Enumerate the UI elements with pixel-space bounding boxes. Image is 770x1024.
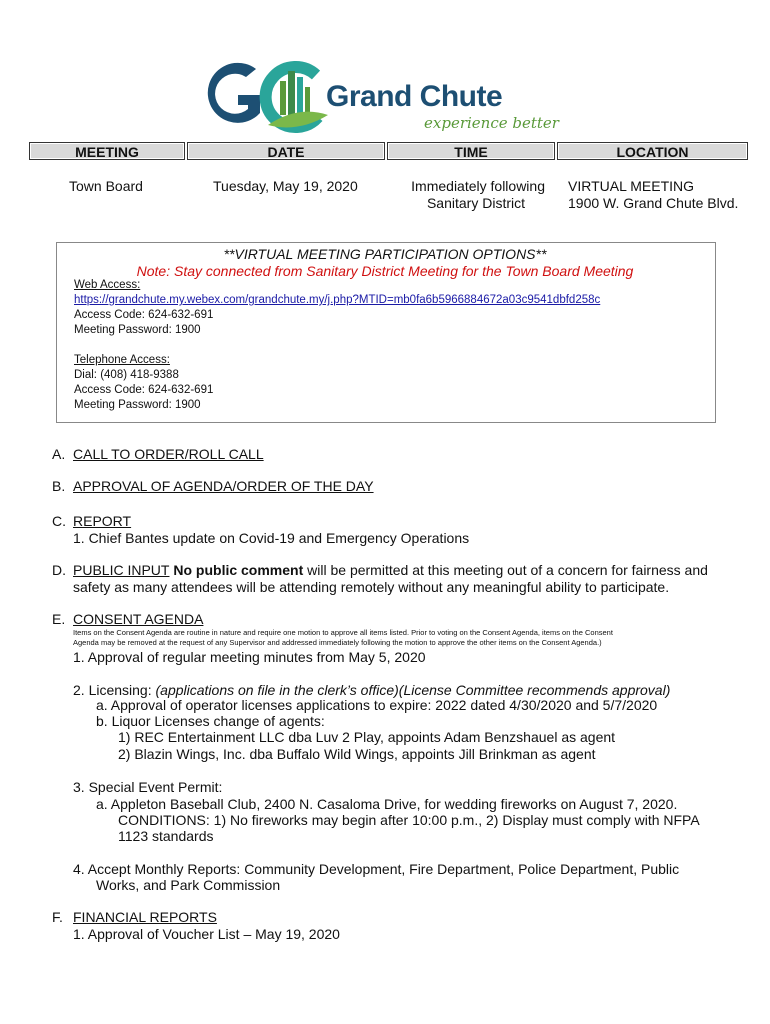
consent-note-2: Agenda may be removed at the request of any Supervisor and addressed immediately following the motion to approve the other items on the Consent Agenda.) [73, 638, 602, 647]
web-access-heading: Web Access: [74, 279, 141, 291]
telephone-dial: Dial: (408) 418-9388 [74, 369, 179, 381]
web-access-code: Access Code: 624-632-691 [74, 309, 214, 321]
item-e-2a: a. Approval of operator licenses applications to expire: 2022 dated 4/30/2020 and 5/7/2020 [96, 697, 658, 713]
item-e-2-lead: 2. Licensing: [73, 682, 156, 698]
item-d-title: PUBLIC INPUT [73, 562, 170, 578]
meeting-time-1: Immediately following [411, 178, 545, 194]
brand-name: Grand Chute [326, 80, 503, 113]
item-c-1: 1. Chief Bantes update on Covid-19 and Emergency Operations [73, 530, 470, 546]
item-c-title: REPORT [73, 513, 132, 529]
item-d-bold: No public comment [169, 562, 304, 578]
item-a-title: CALL TO ORDER/ROLL CALL [73, 446, 264, 462]
item-d-letter: D. [52, 562, 66, 578]
meeting-name: Town Board [69, 178, 143, 194]
item-e-3a-3: 1123 standards [118, 828, 214, 844]
item-f-letter: F. [52, 909, 63, 925]
header-location: LOCATION [557, 142, 748, 160]
item-d-line2: safety as many attendees will be attending remotely without any meaningful ability to participate. [73, 579, 670, 595]
item-e-2b-2: 2) Blazin Wings, Inc. dba Buffalo Wild Wings, appoints Jill Brinkman as agent [118, 746, 596, 762]
telephone-password: Meeting Password: 1900 [74, 399, 201, 411]
item-d-text1: will be permitted at this meeting out of a concern for fairness and [303, 562, 708, 578]
meeting-location-1: VIRTUAL MEETING [568, 178, 695, 194]
item-c-letter: C. [52, 513, 66, 529]
item-a-letter: A. [52, 446, 66, 462]
item-d-line1 [73, 562, 708, 579]
header-date: DATE [187, 142, 385, 160]
item-e-letter: E. [52, 611, 66, 627]
item-e-title: CONSENT AGENDA [73, 611, 204, 627]
item-b-letter: B. [52, 478, 66, 494]
item-e-3: 3. Special Event Permit: [73, 779, 223, 795]
virtual-title: **VIRTUAL MEETING PARTICIPATION OPTIONS** [223, 246, 547, 262]
virtual-note: Note: Stay connected from Sanitary District Meeting for the Town Board Meeting [136, 263, 634, 279]
item-e-4-line2: Works, and Park Commission [96, 877, 281, 893]
item-e-1: 1. Approval of regular meeting minutes from May 5, 2020 [73, 649, 426, 665]
meeting-time-2: Sanitary District [426, 195, 525, 211]
brand-tagline: experience better [424, 114, 559, 132]
webex-link[interactable]: https://grandchute.my.webex.com/grandchute.my/j.php?MTID=mb0fa6b5966884672a03c9541dbfd258c [74, 294, 601, 306]
item-e-3a-2: CONDITIONS: 1) No fireworks may begin after 10:00 p.m., 2) Display must comply with NFPA [118, 812, 700, 828]
item-e-2-italic: (applications on file in the clerk’s office)(License Committee recommends approval) [155, 682, 671, 698]
header-time: TIME [387, 142, 555, 160]
consent-note-1: Items on the Consent Agenda are routine in nature and require one motion to approve all items listed. Prior to voting on the Consent Agenda, items on the Consent [73, 628, 613, 637]
item-e-4-line1: 4. Accept Monthly Reports: Community Development, Fire Department, Police Department, Public [73, 861, 680, 877]
telephone-access-code: Access Code: 624-632-691 [74, 384, 214, 396]
item-f-1: 1. Approval of Voucher List – May 19, 2020 [73, 926, 340, 942]
item-e-2b: b. Liquor Licenses change of agents: [96, 713, 325, 729]
header-meeting: MEETING [29, 142, 185, 160]
meeting-date: Tuesday, May 19, 2020 [213, 178, 358, 194]
item-e-3a-1: a. Appleton Baseball Club, 2400 N. Casaloma Drive, for wedding fireworks on August 7, 2020. [96, 796, 678, 812]
item-e-2b-1: 1) REC Entertainment LLC dba Luv 2 Play, appoints Adam Benzshauel as agent [118, 729, 616, 745]
meeting-location-2: 1900 W. Grand Chute Blvd. [568, 195, 739, 211]
web-password: Meeting Password: 1900 [74, 324, 201, 336]
telephone-access-heading: Telephone Access: [74, 354, 170, 366]
item-f-title: FINANCIAL REPORTS [73, 909, 217, 925]
item-b-title: APPROVAL OF AGENDA/ORDER OF THE DAY [73, 478, 374, 494]
